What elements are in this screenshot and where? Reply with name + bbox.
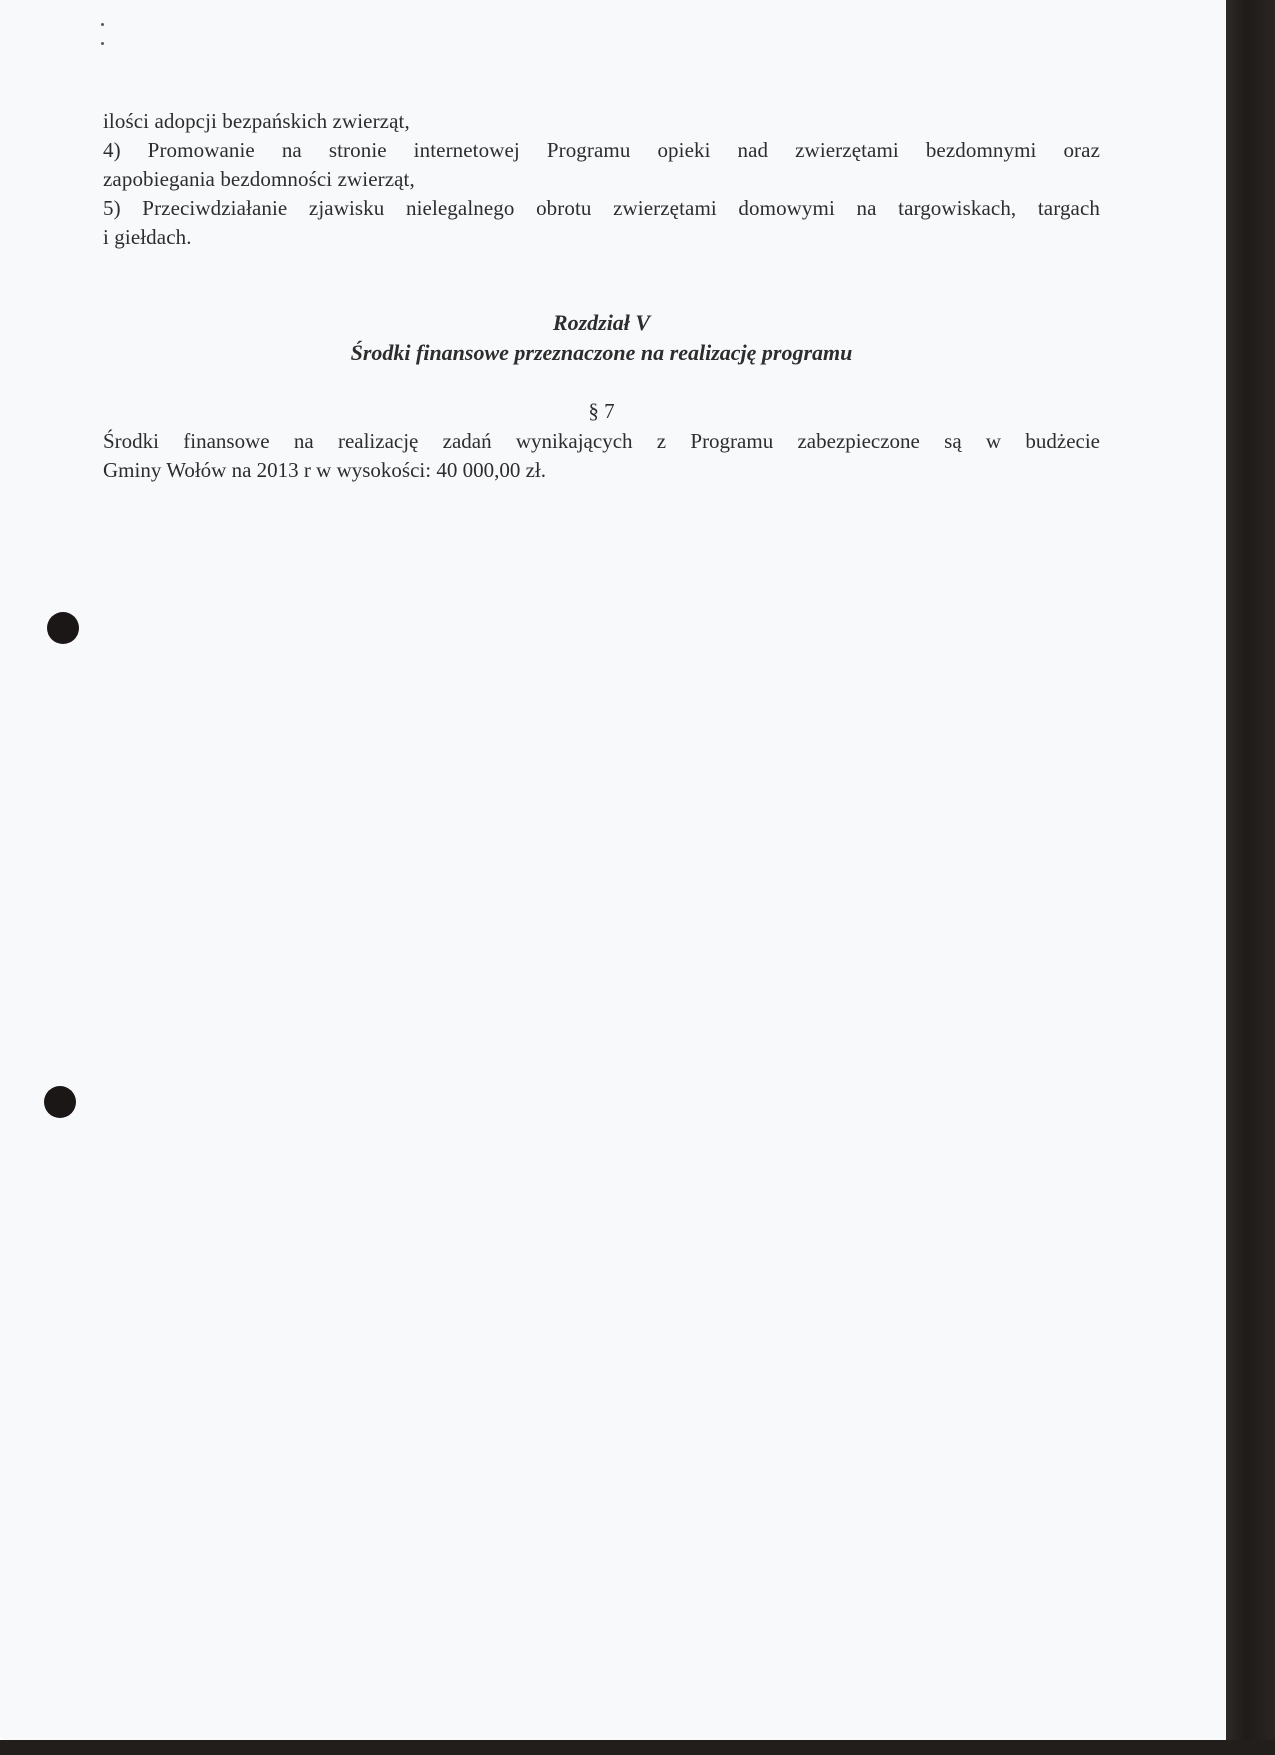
paragraph-line: i giełdach. [103,225,192,249]
section-symbol: § 7 [588,399,615,423]
punch-hole [44,1086,76,1118]
section-text-line: Środki finansowe na realizację zadań wynikających z Programu zabezpieczone są w budżecie [103,429,1100,453]
scan-speck [101,23,104,26]
paragraph-line: 5) Przeciwdziałanie zjawisku nielegalnego obrotu zwierzętami domowymi na targowiskach, targach [103,196,1100,220]
paragraph-line: zapobiegania bezdomności zwierząt, [103,167,415,191]
paragraph-line: ilości adopcji bezpańskich zwierząt, [103,109,410,133]
paragraph-line: 4) Promowanie na stronie internetowej Programu opieki nad zwierzętami bezdomnymi oraz [103,138,1100,162]
section-7 [103,397,1100,485]
list-continuation [103,107,1100,252]
chapter-title: Środki finansowe przeznaczone na realizację programu [350,340,853,365]
chapter-number: Rozdział V [552,310,651,335]
scan-speck [101,42,104,45]
section-text-line: Gminy Wołów na 2013 r w wysokości: 40 000,00 zł. [103,458,546,482]
chapter-heading [103,308,1100,368]
punch-hole [47,612,79,644]
scanner-background-edge [1226,0,1275,1755]
scanner-background-edge [0,1740,1275,1755]
